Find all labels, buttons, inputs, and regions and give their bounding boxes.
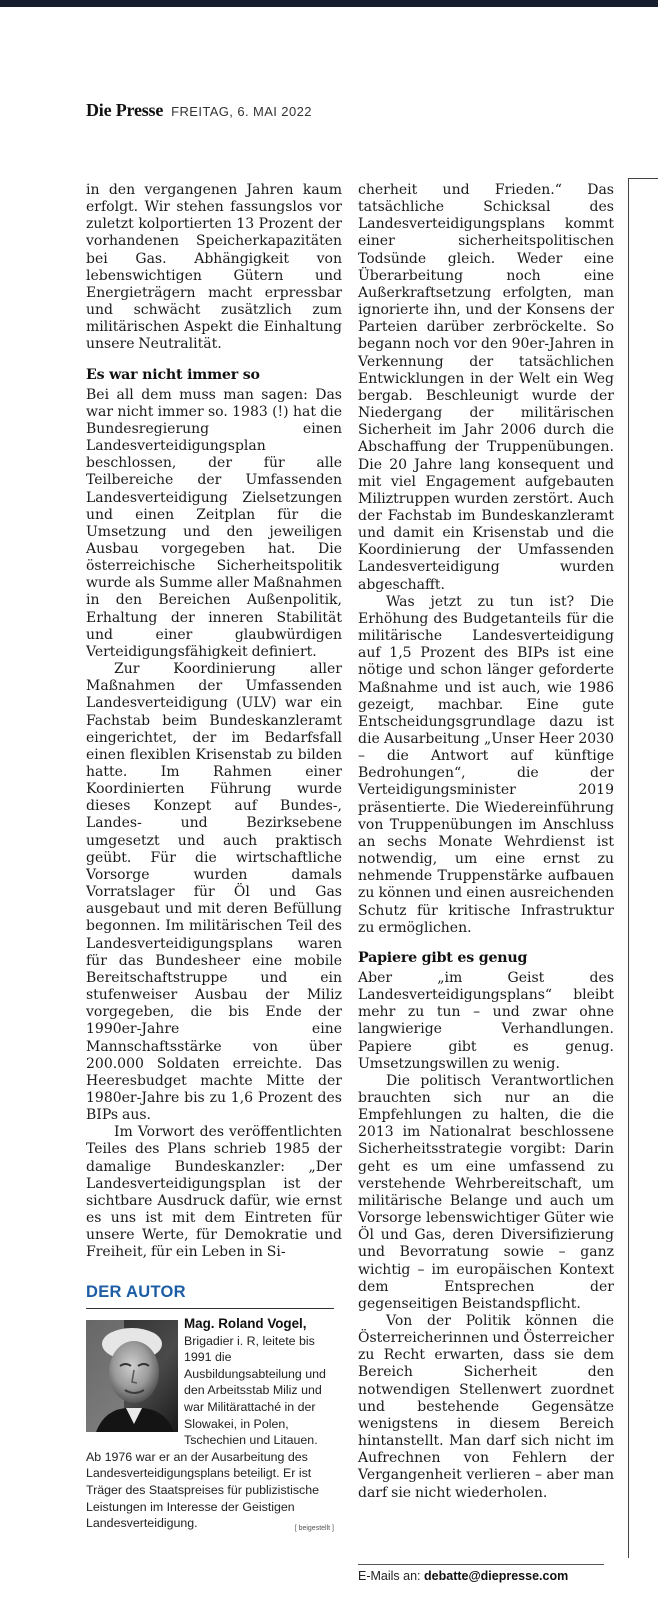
- paragraph: Bei all dem muss man sagen: Das war nicht immer so. 1983 (!) hat die Bundesregierung einen Landesverteidigungsplan beschlossen, der für alle Teilbereiche der Umfassenden Landesverteidigung Zielsetzungen und einen Zeitplan für die Umsetzung und den jeweiligen Ausbau vorgegeben hat. Die österreichische Sicherheitspolitik wurde als Summe aller Maßnahmen in den Bereichen Außenpolitik, Erhaltung der inneren Stabilität und einer glaubwürdigen Verteidigungsfähigkeit definiert.: [86, 386, 342, 660]
- contact-email[interactable]: debatte@diepresse.com: [424, 1569, 569, 1583]
- masthead: [86, 100, 312, 122]
- paragraph: Die politisch Verantwortlichen brauchten sich nur an die Empfehlungen zu halten, die die 2013 im Nationalrat beschlossene Sicherheitsstrategie vorgibt: Darin geht es um eine umfassend zu verstehende Wehrbereitschaft, um militärische Belange und auch um Vorsorge lebenswichtiger Güter wie Öl und Gas, deren Diversifizierung und Bevorratung sowie – ganz wichtig – im europäischen Kontext dem Entsprechen der gegenseitigen Beistandspflicht.: [358, 1072, 614, 1312]
- author-heading: DER AUTOR: [86, 1283, 186, 1301]
- paragraph: Zur Koordinierung aller Maßnahmen der Umfassenden Landesverteidigung (ULV) war ein Fachstab beim Bundeskanzleramt eingerichtet, der im Bedarfsfall einen flexiblen Krisenstab zu bilden hatte. Im Rahmen einer Koordinierten Führung wurde dieses Konzept auf Bundes-, Landes- und Bezirksebene umgesetzt und auch praktisch geübt. Für die wirtschaftliche Vorsorge wurden damals Vorratslager für Öl und Gas ausgebaut und mit deren Befüllung begonnen. Im militärischen Teil des Landesverteidigungsplans waren für das Bundesheer eine mobile Bereitschaftstruppe und ein stufenweiser Ausbau der Miliz vorgegeben, die bis Ende der 1990er-Jahre eine Mannschaftsstärke von über 200.000 Soldaten erreichte. Das Heeresbudget machte Mitte der 1980er-Jahre bis zu 1,6 Prozent des BIPs aus.: [86, 661, 342, 1124]
- contact-divider: [358, 1564, 604, 1565]
- top-bar: [0, 0, 658, 7]
- paragraph: cherheit und Frieden.“ Das tatsächliche Schicksal des Landesverteidigungsplans kommt einer sicherheitspolitischen Todsünde gleich. Weder eine Überarbeitung noch eine Außerkraftsetzung erfolgten, man ignorierte ihn, und der Konsens der Parteien darüber zerbröckelte. So begann noch vor den 90er-Jahren in Verkennung der tatsächlichen Entwicklungen in der Welt ein Weg bergab. Beschleunigt wurde der Niedergang der militärischen Sicherheit im Jahr 2006 durch die Abschaffung der Truppenübungen. Die 20 Jahre lang konsequent und mit viel Engagement aufgebauten Miliztruppen wurden zerstört. Auch der Fachstab im Bundeskanzleramt und damit ein Krisenstab und die Koordinierung der Umfassenden Landesverteidigung wurden abgeschafft.: [358, 182, 614, 593]
- paragraph: Im Vorwort des veröffentlichten Teiles des Plans schrieb 1985 der damalige Bundeskanzler: „Der Landesverteidigungsplan ist der sichtbare Ausdruck dafür, wie ernst es uns ist mit dem Eintreten für unsere Werte, für Demokratie und Freiheit, für ein Leben in Si-: [86, 1124, 342, 1261]
- contact-prefix: E-Mails an:: [358, 1569, 421, 1583]
- newspaper-logo: Die Presse: [86, 100, 164, 120]
- section-heading: Es war nicht immer so: [86, 366, 260, 383]
- author-name: Mag. Roland Vogel,: [184, 1316, 307, 1331]
- right-column: [358, 182, 614, 1502]
- paragraph: in den vergangenen Jahren kaum erfolgt. Wir stehen fassungslos vor zuletzt kolportierten 13 Prozent der vorhandenen Speicherkapazitäten bei Gas. Abhängigkeit von lebenswichtigen Gütern und Energieträgern macht erpressbar und schwächt zusätzlich zum militärischen Aspekt die Einhaltung unsere Neutralität.: [86, 182, 342, 353]
- section-heading: Papiere gibt es genug: [358, 949, 528, 966]
- paragraph: Von der Politik können die Österreicherinnen und Österreicher zu Recht erwarten, dass sie dem Bereich Sicherheit den notwendigen Stellenwert zuordnet und bestehende Gegensätze wenigstens in diesem Bereich hintanstellt. Man darf sich nicht im Aufrechnen von Fehlern der Vergangenheit verlieren – aber man darf sie nicht wiederholen.: [358, 1313, 614, 1501]
- issue-date: FREITAG, 6. MAI 2022: [171, 104, 312, 119]
- column-rule: [628, 178, 658, 179]
- left-column: [86, 182, 342, 1262]
- photo-credit: [ beigestellt ]: [294, 1525, 334, 1533]
- paragraph: Aber „im Geist des Landesverteidigungsplans“ bleibt mehr zu tun – und zwar ohne langwierige Verhandlungen. Papiere gibt es genug. Umsetzungswillen zu wenig.: [358, 969, 614, 1072]
- contact-line: [358, 1569, 618, 1583]
- column-rule: [628, 178, 629, 1558]
- paragraph: Was jetzt zu tun ist? Die Erhöhung des Budgetanteils für die militärische Landesverteidigung auf 1,5 Prozent des BIPs ist eine nötige und schon länger geforderte Maßnahme und ist auch, wie 1986 gezeigt, machbar. Eine gute Entscheidungsgrundlage dazu ist die Ausarbeitung „Unser Heer 2030 – die Antwort auf künftige Bedrohungen“, die der Verteidigungsminister 2019 präsentierte. Die Wiedereinführung von Truppenübungen im Anschluss an sechs Monate Wehrdienst ist notwendig, um eine ernst zu nehmende Truppenstärke aufbauen zu können und einen ausreichenden Schutz für kritische Infrastruktur zu ermöglichen.: [358, 593, 614, 936]
- author-box: [86, 1316, 334, 1538]
- author-divider: [86, 1308, 334, 1309]
- author-bio: Brigadier i. R, leitete bis 1991 die Ausbildungsabteilung und den Arbeitsstab Miliz und war Militärattaché in der Slowakei, in Polen, Tschechien und Litauen. Ab 1976 war er an der Ausarbeitung des Landesverteidigungsplans beteiligt. Er ist Träger des Staatspreises für publizistische Leistungen im Interesse der Geistigen Landesverteidigung.: [86, 1333, 326, 1531]
